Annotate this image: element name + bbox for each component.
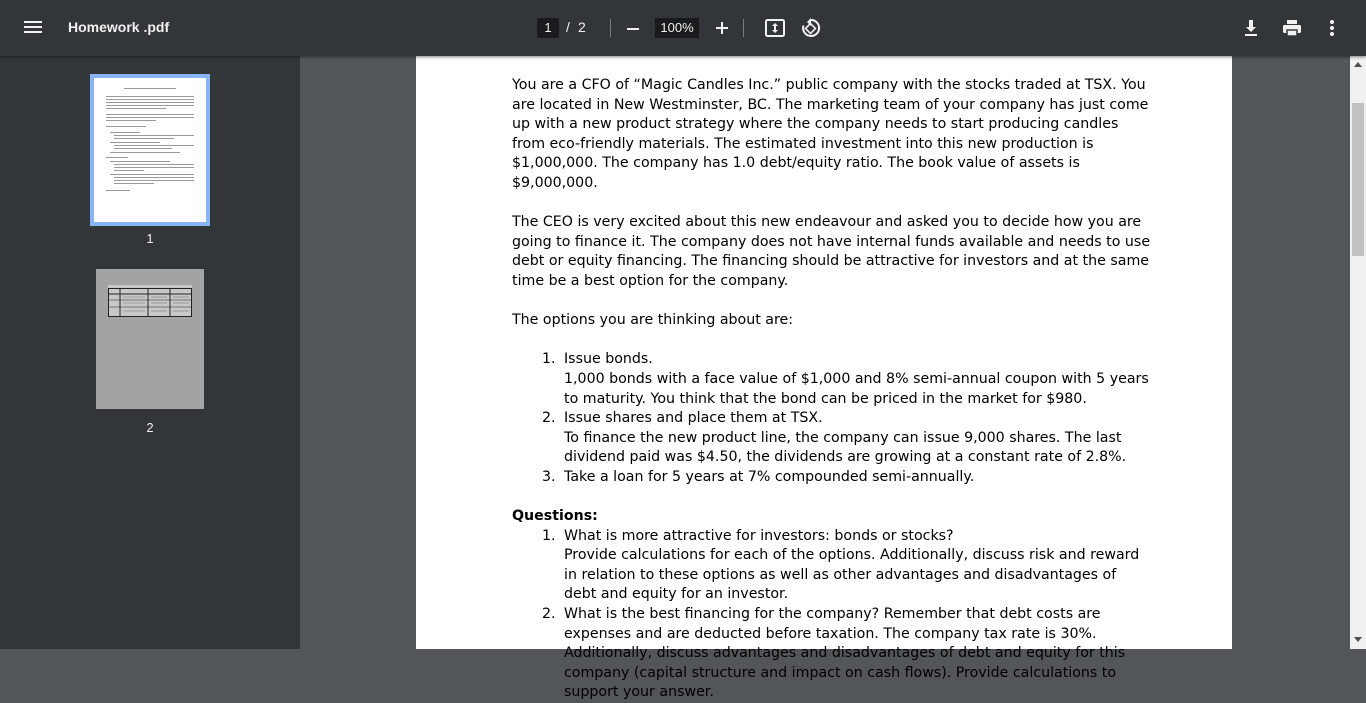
rotate-icon[interactable]: [800, 17, 822, 39]
toolbar-divider: [743, 19, 744, 37]
page-thumbnail-1[interactable]: [90, 74, 210, 226]
thumbnail-sidebar: [0, 56, 300, 649]
pdf-page-1: [416, 56, 1232, 701]
scrollbar-thumb[interactable]: [1352, 103, 1364, 256]
pdf-toolbar: [0, 0, 1366, 56]
paragraph: You are a CFO of “Magic Candles Inc.” public company with the stocks traded at TSX. You are located in New Westminster, BC. The marketing team of your company has just come up with a new product strategy where the company needs to start producing candles from eco-friendly materials. The estimated investment into this new production is $1,000,000. The company has 1.0 debt/equity ratio. The book value of assets is $9,000,000.: [512, 77, 1149, 191]
option-detail: To finance the new product line, the company can issue 9,000 shares. The last dividend paid was $4.50, the dividends are growing at a constant rate of 2.8%.: [564, 429, 1127, 466]
question-title: What is more attractive for investors: bonds or stocks?: [564, 527, 954, 544]
list-item: [560, 605, 1152, 703]
questions-heading: Questions:: [512, 508, 598, 525]
document-viewer[interactable]: [300, 56, 1350, 701]
option-title: Issue bonds.: [564, 351, 653, 368]
fit-page-icon[interactable]: [764, 17, 786, 39]
print-icon[interactable]: [1281, 17, 1303, 39]
list-item: [560, 350, 1152, 409]
page-number-input[interactable]: 1: [537, 18, 559, 38]
document-title: Homework .pdf: [68, 19, 170, 35]
page-separator: /: [566, 19, 570, 35]
zoom-out-icon[interactable]: [624, 18, 642, 38]
option-title: Issue shares and place them at TSX.: [564, 410, 823, 427]
page-total: 2: [578, 19, 586, 35]
question-title: What is the best financing for the company? Remember that debt costs are expenses and are deducted before taxation. The company tax rate is 30%.: [564, 606, 1101, 642]
option-title: Take a loan for 5 years at 7% compounded semi-annually.: [564, 468, 975, 485]
paragraph: The options you are thinking about are:: [512, 312, 794, 329]
zoom-in-icon[interactable]: [713, 18, 731, 38]
question-detail: Provide calculations for each of the options. Additionally, discuss risk and reward in relation to these options as well as other advantages and disadvantages of debt and equity for an investor.: [564, 547, 1140, 603]
questions-list: [560, 527, 1152, 703]
scroll-up-arrow-icon[interactable]: [1354, 62, 1362, 67]
page-thumbnail-2[interactable]: [96, 269, 204, 409]
list-item: [560, 468, 1152, 488]
vertical-scrollbar[interactable]: [1350, 56, 1366, 649]
thumbnail-label-1: 1: [146, 231, 154, 246]
more-options-icon[interactable]: [1321, 17, 1343, 39]
scroll-down-arrow-icon[interactable]: [1354, 637, 1362, 642]
thumbnail-label-2: 2: [146, 420, 154, 435]
question-detail: Additionally, discuss advantages and disadvantages of debt and equity for this company (capital structure and impact on cash flows). Provide calculations to support your answer.: [564, 645, 1126, 701]
menu-icon[interactable]: [22, 18, 44, 38]
paragraph: The CEO is very excited about this new endeavour and asked you to decide how you are going to finance it. The company does not have internal funds available and needs to use debt or equity financing. The financing should be attractive for investors and at the same time be a best option for the company.: [512, 214, 1151, 289]
options-list: [560, 350, 1152, 487]
list-item: [560, 409, 1152, 468]
zoom-level-input[interactable]: 100%: [655, 18, 699, 38]
option-detail: 1,000 bonds with a face value of $1,000 and 8% semi-annual coupon with 5 years to maturity. You think that the bond can be priced in the market for $980.: [564, 370, 1149, 407]
toolbar-divider: [610, 19, 611, 37]
list-item: [560, 527, 1152, 605]
page-content: [512, 76, 1152, 703]
download-icon[interactable]: [1240, 17, 1262, 39]
